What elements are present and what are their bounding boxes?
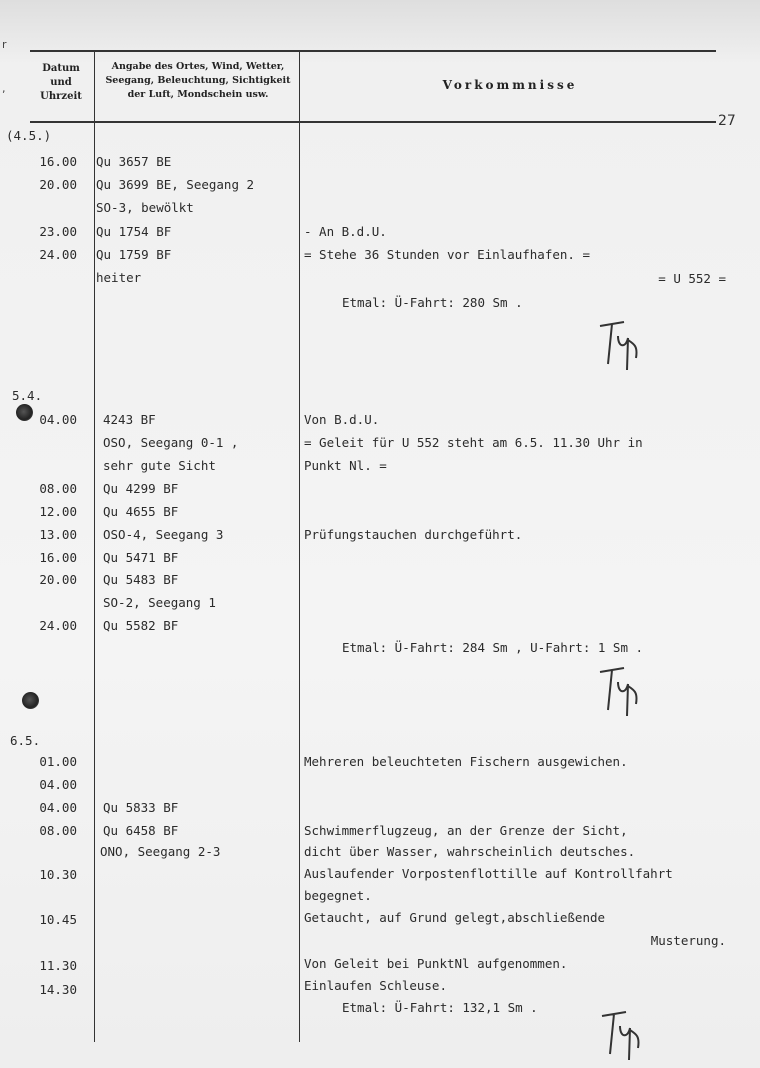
day1-r5-event: = Stehe 36 Stunden vor Einlaufhafen. = <box>304 247 590 262</box>
day1-date: (4.5.) <box>6 128 52 143</box>
day1-r1-pos: Qu 3657 BE <box>96 154 172 169</box>
day3-r5-pos: ONO, Seegang 2-3 <box>100 844 221 859</box>
day2-r6-pos: OSO-4, Seegang 3 <box>103 527 224 542</box>
day2-date: 5.4. <box>12 388 43 403</box>
day3-r4-pos: Qu 6458 BF <box>103 823 179 838</box>
day2-etmal: Etmal: Ü-Fahrt: 284 Sm , U-Fahrt: 1 Sm . <box>342 640 644 655</box>
day1-r2-pos: Qu 3699 BE, Seegang 2 <box>96 177 255 192</box>
header-events: Vorkommnisse <box>442 78 578 92</box>
day2-r3-pos: sehr gute Sicht <box>103 458 216 473</box>
column-divider-2 <box>299 52 300 1042</box>
day2-r8-pos: Qu 5483 BF <box>103 572 179 587</box>
day2-r3-event: Punkt Nl. = <box>304 458 387 473</box>
day3-r6-time: 10.30 <box>39 867 77 882</box>
day1-r5-pos: Qu 1759 BF <box>96 247 172 262</box>
day2-r7-pos: Qu 5471 BF <box>103 550 179 565</box>
day3-r3-pos: Qu 5833 BF <box>103 800 179 815</box>
day3-r10-event: Von Geleit bei PunktNl aufgenommen. <box>304 956 568 971</box>
day2-r5-time: 12.00 <box>39 504 77 519</box>
page-number: 27 <box>718 113 736 129</box>
day1-r6-event: = U 552 = <box>658 271 726 286</box>
margin-mark: r <box>2 38 7 51</box>
top-rule <box>30 50 716 52</box>
margin-mark: , <box>2 82 6 95</box>
day3-date: 6.5. <box>10 733 41 748</box>
day1-r4-pos: Qu 1754 BF <box>96 224 172 239</box>
day1-etmal: Etmal: Ü-Fahrt: 280 Sm . <box>342 295 523 310</box>
day2-r6-time: 13.00 <box>39 527 77 542</box>
day3-r2-time: 04.00 <box>39 777 77 792</box>
day3-r1-time: 01.00 <box>39 754 77 769</box>
day2-r1-pos: 4243 BF <box>103 412 156 427</box>
day3-r8-event: Getaucht, auf Grund gelegt,abschließende <box>304 910 606 925</box>
day3-r9-event: Musterung. <box>650 933 726 948</box>
day3-r4-event: Schwimmerflugzeug, an der Grenze der Sicht, <box>304 823 628 838</box>
day1-r1-time: 16.00 <box>39 154 77 169</box>
day1-r5-time: 24.00 <box>39 247 77 262</box>
day3-r1-event: Mehreren beleuchteten Fischern ausgewichen. <box>304 754 628 769</box>
day2-r10-pos: Qu 5582 BF <box>103 618 179 633</box>
signature-mark <box>596 1008 648 1066</box>
day1-r2-time: 20.00 <box>39 177 77 192</box>
day3-r11-time: 14.30 <box>39 982 77 997</box>
day2-r10-time: 24.00 <box>39 618 77 633</box>
day2-r4-time: 08.00 <box>39 481 77 496</box>
header-rule <box>30 121 716 123</box>
signature-mark <box>594 664 646 722</box>
day2-r2-event: = Geleit für U 552 steht am 6.5. 11.30 Uhr in <box>304 435 643 450</box>
day3-r8-time: 10.45 <box>39 912 77 927</box>
header-position: Angabe des Ortes, Wind, Wetter, Seegang, Beleuchtung, Sichtigkeit der Luft, Mondschein usw. <box>105 61 291 100</box>
day2-r7-time: 16.00 <box>39 550 77 565</box>
day2-r9-pos: SO-2, Seegang 1 <box>103 595 216 610</box>
day2-r4-pos: Qu 4299 BF <box>103 481 179 496</box>
day1-r3-pos: SO-3, bewölkt <box>96 200 194 215</box>
day3-r5-event: dicht über Wasser, wahrscheinlich deutsches. <box>304 844 636 859</box>
day3-r4-time: 08.00 <box>39 823 77 838</box>
day3-r11-event: Einlaufen Schleuse. <box>304 978 447 993</box>
day3-r10-time: 11.30 <box>39 958 77 973</box>
day3-etmal: Etmal: Ü-Fahrt: 132,1 Sm . <box>342 1000 538 1015</box>
day1-r4-time: 23.00 <box>39 224 77 239</box>
signature-mark <box>594 318 646 376</box>
punch-hole <box>22 692 39 709</box>
day2-r8-time: 20.00 <box>39 572 77 587</box>
column-divider-1 <box>94 52 95 1042</box>
day2-r1-event: Von B.d.U. <box>304 412 380 427</box>
day2-r1-time: 04.00 <box>39 412 77 427</box>
day2-r6-event: Prüfungstauchen durchgeführt. <box>304 527 523 542</box>
day1-r4-event: - An B.d.U. <box>304 224 387 239</box>
day3-r3-time: 04.00 <box>39 800 77 815</box>
day1-r6-pos: heiter <box>96 270 142 285</box>
day3-r7-event: begegnet. <box>304 888 372 903</box>
day3-r6-event: Auslaufender Vorpostenflottille auf Kontrollfahrt <box>304 866 673 881</box>
day2-r2-pos: OSO, Seegang 0-1 , <box>103 435 239 450</box>
day2-r5-pos: Qu 4655 BF <box>103 504 179 519</box>
header-date: Datum und Uhrzeit <box>40 63 82 102</box>
